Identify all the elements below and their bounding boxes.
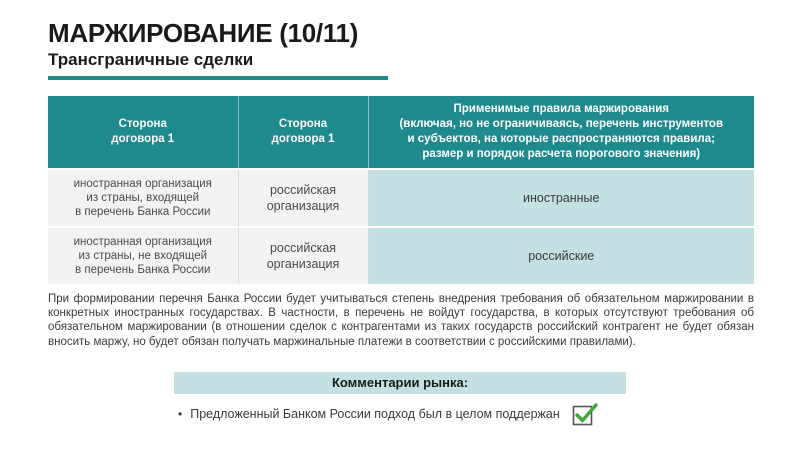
page-title: МАРЖИРОВАНИЕ (10/11) — [48, 18, 359, 48]
market-comments-heading: Комментарии рынка: — [174, 372, 626, 394]
table-row — [48, 227, 754, 284]
title-underline — [48, 76, 388, 80]
table-row — [48, 169, 754, 227]
cell-party-2: российская организация — [238, 169, 368, 227]
cell-rules: российские — [368, 227, 754, 284]
cell-rules: иностранные — [368, 169, 754, 227]
explanation-paragraph: При формировании перечня Банка России будет учитываться степень внедрения требования об обязательном маржировании в конкретных иностранных государствах. В частности, в перечень не войдут государства, в которых отсутствуют требования об обязательном маржировании (в отношении сделок с контрагентами из таких государств российский контрагент не будет обязан вносить маржу, но будет обязан получать маржинальные платежи в соответствии с российскими правилами). — [48, 293, 754, 348]
cell-party-1: иностранная организация из страны, входящей в перечень Банка России — [48, 169, 238, 227]
comment-item — [178, 400, 598, 428]
header-party-2: Сторона договора 1 — [238, 96, 368, 169]
margin-rules-table — [48, 96, 754, 284]
page-subtitle: Трансграничные сделки — [48, 50, 254, 69]
header-applicable-rules: Применимые правила маржирования (включая, но не ограничиваясь, перечень инструментов и субъектов, на которые распространяются правила; размер и порядок расчета порогового значения) — [368, 96, 754, 169]
bullet-marker: • — [178, 407, 183, 421]
comment-text: Предложенный Банком России подход был в целом поддержан — [190, 407, 560, 421]
table-header-row — [48, 96, 754, 169]
header-party-1: Сторона договора 1 — [48, 96, 238, 169]
cell-party-1: иностранная организация из страны, не входящей в перечень Банка России — [48, 227, 238, 284]
checkmark-icon — [572, 402, 598, 426]
cell-party-2: российская организация — [238, 227, 368, 284]
